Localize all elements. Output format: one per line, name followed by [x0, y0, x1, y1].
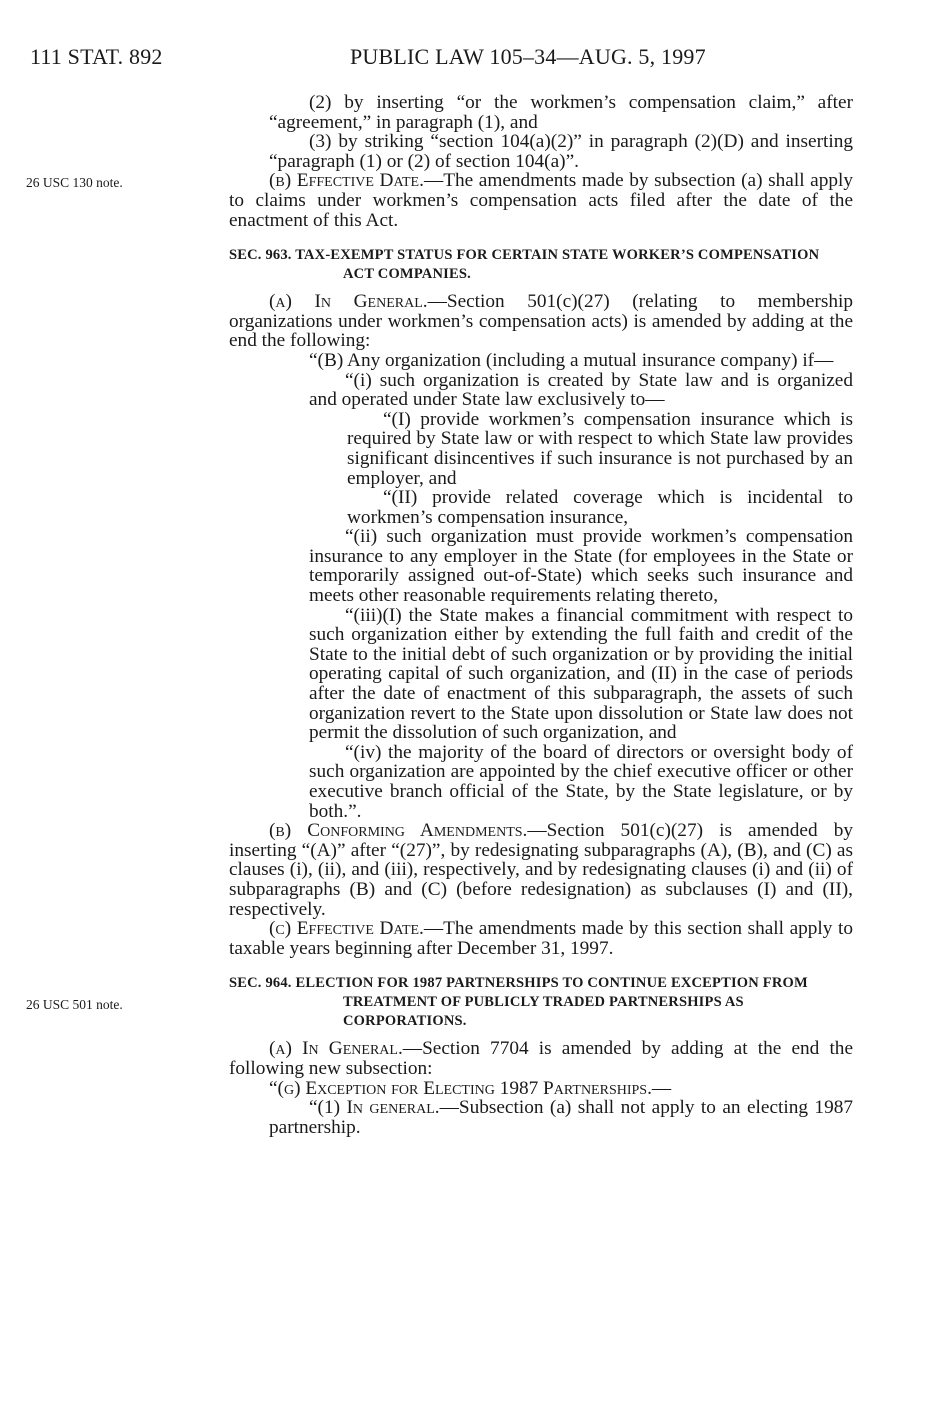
subsection-b-effective-date	[229, 171, 853, 230]
subsection-a-in-general-964	[229, 1039, 853, 1078]
subclause-II: “(II) provide related coverage which is incidental to workmen’s compensation insurance,	[347, 487, 853, 528]
subsection-heading: (b) Effective Date.	[269, 170, 424, 192]
subsection-heading: (a) In General.	[269, 1038, 403, 1060]
section-963-heading: SEC. 963. TAX-EXEMPT STATUS FOR CERTAIN STATE WORKER’S COMPENSATION ACT COMPANIES.	[229, 247, 820, 283]
section-964-heading: SEC. 964. ELECTION FOR 1987 PARTNERSHIPS TO CONTINUE EXCEPTION FROM TREATMENT OF PUBLICLY TRADED PARTNERSHIPS AS CORPORATIONS.	[229, 975, 808, 1030]
new-subsection-g	[229, 1079, 853, 1099]
subsection-heading: (a) In General.	[269, 291, 428, 313]
header-public-law: PUBLIC LAW 105–34—AUG. 5, 1997	[350, 44, 706, 69]
clause-iv: “(iv) the majority of the board of directors or oversight body of such organization are appointed by the chief executive officer or other executive branch official of the State, by the State legislature, or by both.”.	[309, 741, 853, 822]
quoted-paragraph-b: “(B) Any organization (including a mutual insurance company) if—	[309, 349, 834, 371]
subsection-text: —	[651, 1077, 672, 1099]
margin-note-usc-130: 26 USC 130 note.	[26, 175, 123, 190]
subsection-heading: (b) Conforming Amendments.	[269, 820, 528, 842]
margin-note-usc-501: 26 USC 501 note.	[26, 997, 123, 1012]
subsection-text: —The amendments made by subsection (a) shall apply to claims under workmen’s compensation acts filed after the date of the enactment of this Act.	[229, 170, 854, 231]
subsection-text: —Section 501(c)(27) is amended by inserting “(A)” after “(27)”, by redesignating subparagraphs (A), (B), and (C) as clauses (i), (ii), and (iii), respectively, and by redesignating clauses (i) and (ii) of subparagraphs (B) and (C) (before redesignation) as subclauses (I) and (II), respectively.	[229, 820, 853, 920]
subsection-b-conforming	[229, 821, 853, 919]
paragraph-1-in-general	[229, 1098, 853, 1137]
subsection-a-in-general	[229, 292, 853, 351]
subclause-I: “(I) provide workmen’s compensation insurance which is required by State law or with respect to which State law provides significant disincentives if such insurance is not purchased by an employer, and	[347, 408, 853, 489]
subsection-heading: “(1) In general.	[309, 1097, 440, 1119]
paragraph-2: (2) by inserting “or the workmen’s compensation claim,” after “agreement,” in paragraph (1), and	[269, 92, 853, 133]
subsection-text: —Section 501(c)(27) (relating to membership organizations under workmen’s compensation acts) is amended by adding at the end the following:	[229, 291, 853, 352]
subsection-heading: (c) Effective Date.	[269, 918, 424, 940]
subsection-text: —The amendments made by this section shall apply to taxable years beginning after December 31, 1997.	[229, 918, 854, 959]
clause-ii: “(ii) such organization must provide workmen’s compensation insurance to any employer in the State (for employees in the State or temporarily assigned out-of-State) which seeks such insurance and meets other reasonable requirements relating thereto,	[309, 526, 853, 607]
paragraph-3: (3) by striking “section 104(a)(2)” in paragraph (2)(D) and inserting “paragraph (1) or (2) of section 104(a)”.	[269, 131, 853, 172]
subsection-text: —Subsection (a) shall not apply to an electing 1987 partnership.	[269, 1097, 853, 1138]
subsection-heading: “(g) Exception for Electing 1987 Partnerships.	[269, 1077, 652, 1099]
clause-i: “(i) such organization is created by State law and is organized and operated under State law exclusively to—	[309, 369, 853, 411]
subsection-c-effective-date	[229, 919, 853, 958]
header-stat-page: 111 STAT. 892	[30, 44, 163, 69]
law-text-body	[229, 93, 853, 1137]
subsection-text: —Section 7704 is amended by adding at the end the following new subsection:	[229, 1038, 854, 1079]
clause-iii: “(iii)(I) the State makes a financial commitment with respect to such organization either by extending the full faith and credit of the State to the initial debt of such organization or by providing the initial operating capital of such organization, and (II) in the case of periods after the date of enactment of this subparagraph, the assets of such organization revert to the State upon dissolution or State law does not permit the dissolution of such organization, and	[309, 604, 853, 744]
